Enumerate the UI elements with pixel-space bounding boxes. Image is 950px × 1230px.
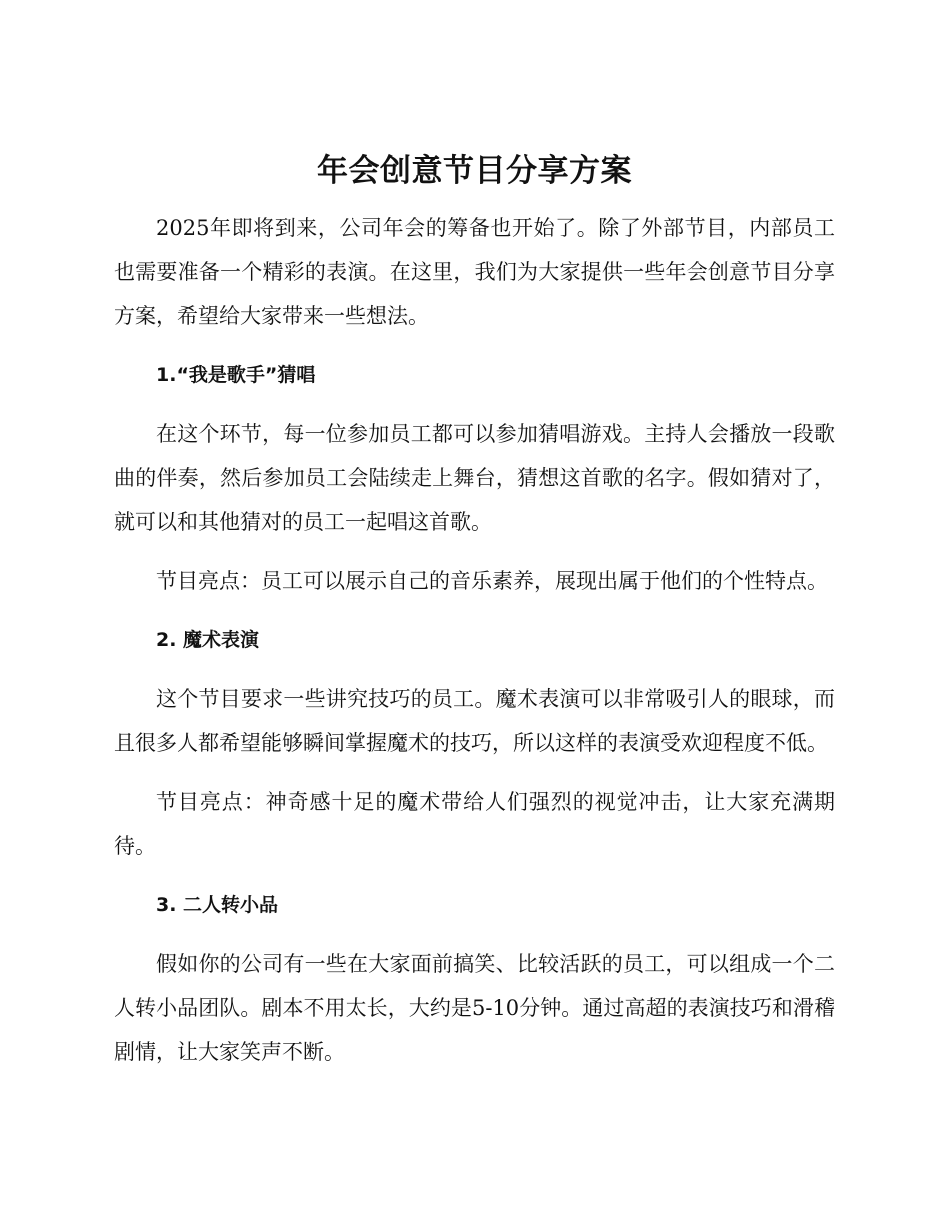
spacer [114, 603, 835, 618]
section-heading-2: 2. 魔术表演 [156, 629, 260, 651]
spacer [114, 397, 835, 412]
section-1-highlight: 节目亮点：员工可以展示自己的音乐素养，展现出属于他们的个性特点。 [156, 569, 828, 593]
spacer [114, 765, 835, 780]
section-3-body: 假如你的公司有一些在大家面前搞笑、比较活跃的员工，可以组成一个二人转小品团队。剧本不用太长，大约是5-10分钟。通过高超的表演技巧和滑稽剧情，让大家笑声不断。 [114, 952, 835, 1064]
section-1-body: 在这个环节，每一位参加员工都可以参加猜唱游戏。主持人会播放一段歌曲的伴奏，然后参加员工会陆续走上舞台，猜想这首歌的名字。假如猜对了，就可以和其他猜对的员工一起唱这首歌。 [114, 422, 835, 534]
spacer [114, 662, 835, 677]
spacer [114, 868, 835, 883]
section-heading-1: 1.“我是歌手”猜唱 [156, 364, 316, 386]
document-title: 年会创意节目分享方案 [317, 153, 632, 189]
intro-paragraph: 2025年即将到来，公司年会的筹备也开始了。除了外部节目，内部员工也需要准备一个精彩的表演。在这里，我们为大家提供一些年会创意节目分享方案，希望给大家带来一些想法。 [114, 216, 835, 328]
spacer [114, 927, 835, 942]
section-2-body: 这个节目要求一些讲究技巧的员工。魔术表演可以非常吸引人的眼球，而且很多人都希望能够瞬间掌握魔术的技巧，所以这样的表演受欢迎程度不低。 [114, 687, 835, 755]
section-2-highlight: 节目亮点：神奇感十足的魔术带给人们强烈的视觉冲击，让大家充满期待。 [114, 790, 835, 858]
section-heading-3: 3. 二人转小品 [156, 894, 279, 916]
spacer [114, 544, 835, 559]
spacer [114, 338, 835, 353]
